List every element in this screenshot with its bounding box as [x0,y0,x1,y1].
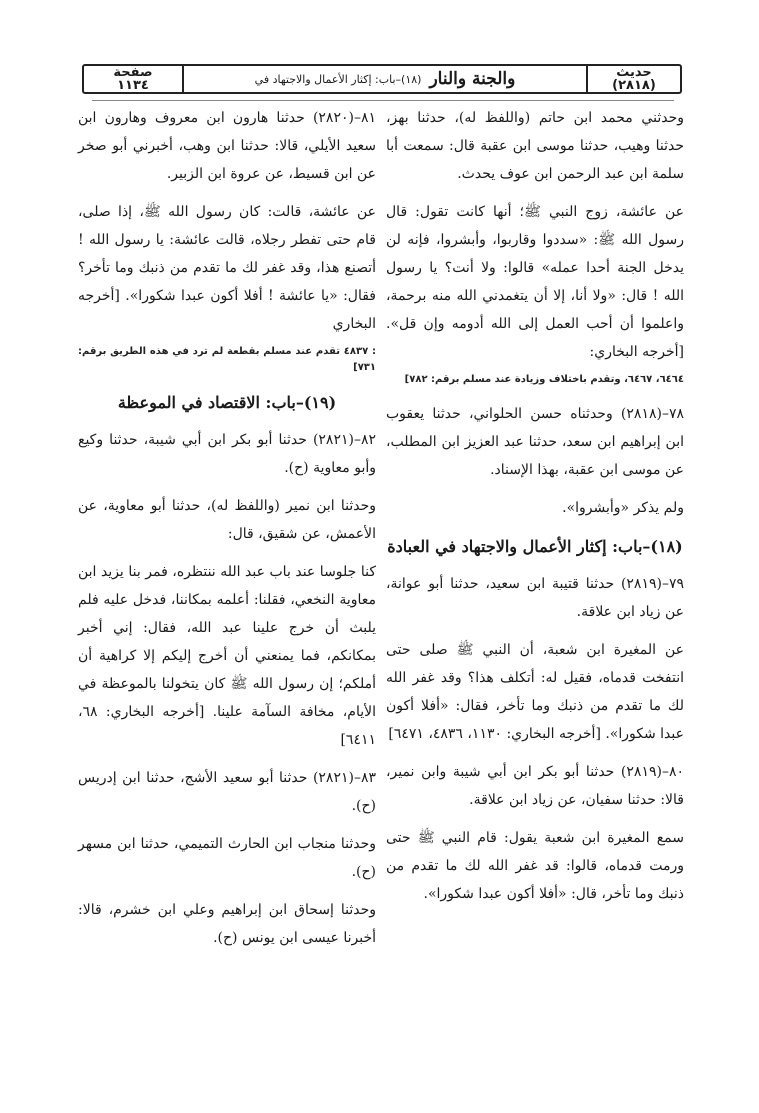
right-text-column [386,104,684,918]
hadith-paragraph: وحدثنا منجاب ابن الحارث التميمي، حدثنا ابن مسهر (ح). [78,836,376,880]
hadith-paragraph: وحدثنا ابن نمير (واللفظ له)، حدثنا أبو معاوية، عن الأعمش، عن شقيق، قال: [78,498,376,542]
hadith-number-box [586,66,680,92]
page-number-box [84,66,184,92]
hadith-paragraph: عن المغيرة ابن شعبة، أن النبي ﷺ صلى حتى انتفخت قدماه، فقيل له: أتكلف هذا؟ وقد غفر الله لك ما تقدم من ذنبك وما تأخر، فقال: «أفلا أكون عبدا شكورا». [أخرجه البخاري: ١١٣٠، ٤٨٣٦، ٦٤٧١] [386,642,684,742]
hadith-paragraph: ولم يذكر «وأبشروا». [562,500,684,516]
hadith-paragraph: ٨٢–(٢٨٢١) حدثنا أبو بكر ابن أبي شيبة، حدثنا وكيع وأبو معاوية (ح). [78,432,376,476]
chapter-heading: (١٨)–باب: إكثار الأعمال والاجتهاد في العبادة [387,537,683,556]
hadith-paragraph: عن عائشة، زوج النبي ﷺ؛ أنها كانت تقول: قال رسول الله ﷺ: «سددوا وقاربوا، وأبشروا، فإنه لن يدخل الجنة أحدا عمله» قالوا: ولا أنت؟ يا رسول الله ! قال: «ولا أنا، إلا أن يتغمدني الله منه برحمة، واعلموا أن أحب العمل إلى الله أدومه وإن قل». [أخرجه البخاري: [386,204,684,360]
hadith-paragraph: ٧٨–(٢٨١٨) وحدثناه حسن الحلواني، حدثنا يعقوب ابن إبراهيم ابن سعد، حدثنا عبد العزيز ابن المطلب، عن موسى ابن عقبة، بهذا الإسناد. [386,406,684,478]
reference-note: : ٤٨٣٧ تقدم عند مسلم بقطعة لم ترد في هذه الطريق برقم: ٧٣١] [78,346,377,373]
hadith-paragraph: ٧٩–(٢٨١٩) حدثنا قتيبة ابن سعيد، حدثنا أبو عوانة، عن زياد ابن علاقة. [386,576,684,620]
page-number: ١١٣٤ [117,78,149,93]
book-title: والجنة والنار [429,68,516,89]
reference-note: ٦٤٦٤، ٦٤٦٧، وتقدم باختلاف وزيادة عند مسلم برقم: ٧٨٢] [404,374,684,385]
page-header [82,64,682,94]
chapter-heading: (١٩)–باب: الاقتصاد في الموعظة [117,393,337,412]
left-text-column [78,104,376,962]
hadith-paragraph: ٨٠–(٢٨١٩) حدثنا أبو بكر ابن أبي شيبة وابن نمير، قالا: حدثنا سفيان، عن زياد ابن علاقة. [386,764,684,808]
hadith-paragraph: وحدثنا إسحاق ابن إبراهيم وعلي ابن خشرم، قالا: أخبرنا عيسى ابن يونس (ح). [78,902,376,946]
page-label: صفحة [113,65,153,80]
header-rule [92,100,674,101]
hadith-label: حديث [616,65,652,80]
hadith-paragraph: ٨١–(٢٨٢٠) حدثنا هارون ابن معروف وهارون ابن سعيد الأيلي، قالا: حدثنا ابن وهب، أخبرني أبو صخر عن ابن قسيط، عن عروة ابن الزبير. [78,110,376,182]
hadith-number: (٢٨١٨) [612,78,656,93]
hadith-paragraph: عن عائشة، قالت: كان رسول الله ﷺ، إذا صلى، قام حتى تفطر رجلاه، قالت عائشة: يا رسول الله ! أتصنع هذا، وقد غفر لك ما تقدم من ذنبك وما تأخر؟ فقال: «يا عائشة ! أفلا أكون عبدا شكورا». [أخرجه البخاري [78,204,376,332]
chapter-title-box [182,66,588,92]
hadith-paragraph: وحدثني محمد ابن حاتم (واللفظ له)، حدثنا بهز، حدثنا وهيب، حدثنا موسى ابن عقبة قال: سمعت أبا سلمة ابن عبد الرحمن ابن عوف يحدث. [386,110,684,182]
hadith-paragraph: سمع المغيرة ابن شعبة يقول: قام النبي ﷺ حتى ورمت قدماه، قالوا: قد غفر الله لك ما تقدم من ذنبك وما تأخر، قال: «أفلا أكون عبدا شكورا». [386,830,684,902]
hadith-paragraph: ٨٣–(٢٨٢١) حدثنا أبو سعيد الأشج، حدثنا ابن إدريس (ح). [78,770,376,814]
hadith-paragraph: كنا جلوسا عند باب عبد الله ننتظره، فمر بنا يزيد ابن معاوية النخعي، فقلنا: أعلمه بمكاننا، فدخل عليه فلم يلبث أن خرج علينا عبد الله، فقال: إني أخبر بمكانكم، فما يمنعني أن أخرج إليكم إلا كراهية أن أملكم؛ إن رسول الله ﷺ كان يتخولنا بالموعظة في الأيام، مخافة السآمة علينا. [أخرجه البخاري: ٦٨، ٦٤١١] [78,564,376,748]
chapter-subtitle: (١٨)–باب: إكثار الأعمال والاجتهاد في [254,72,422,86]
